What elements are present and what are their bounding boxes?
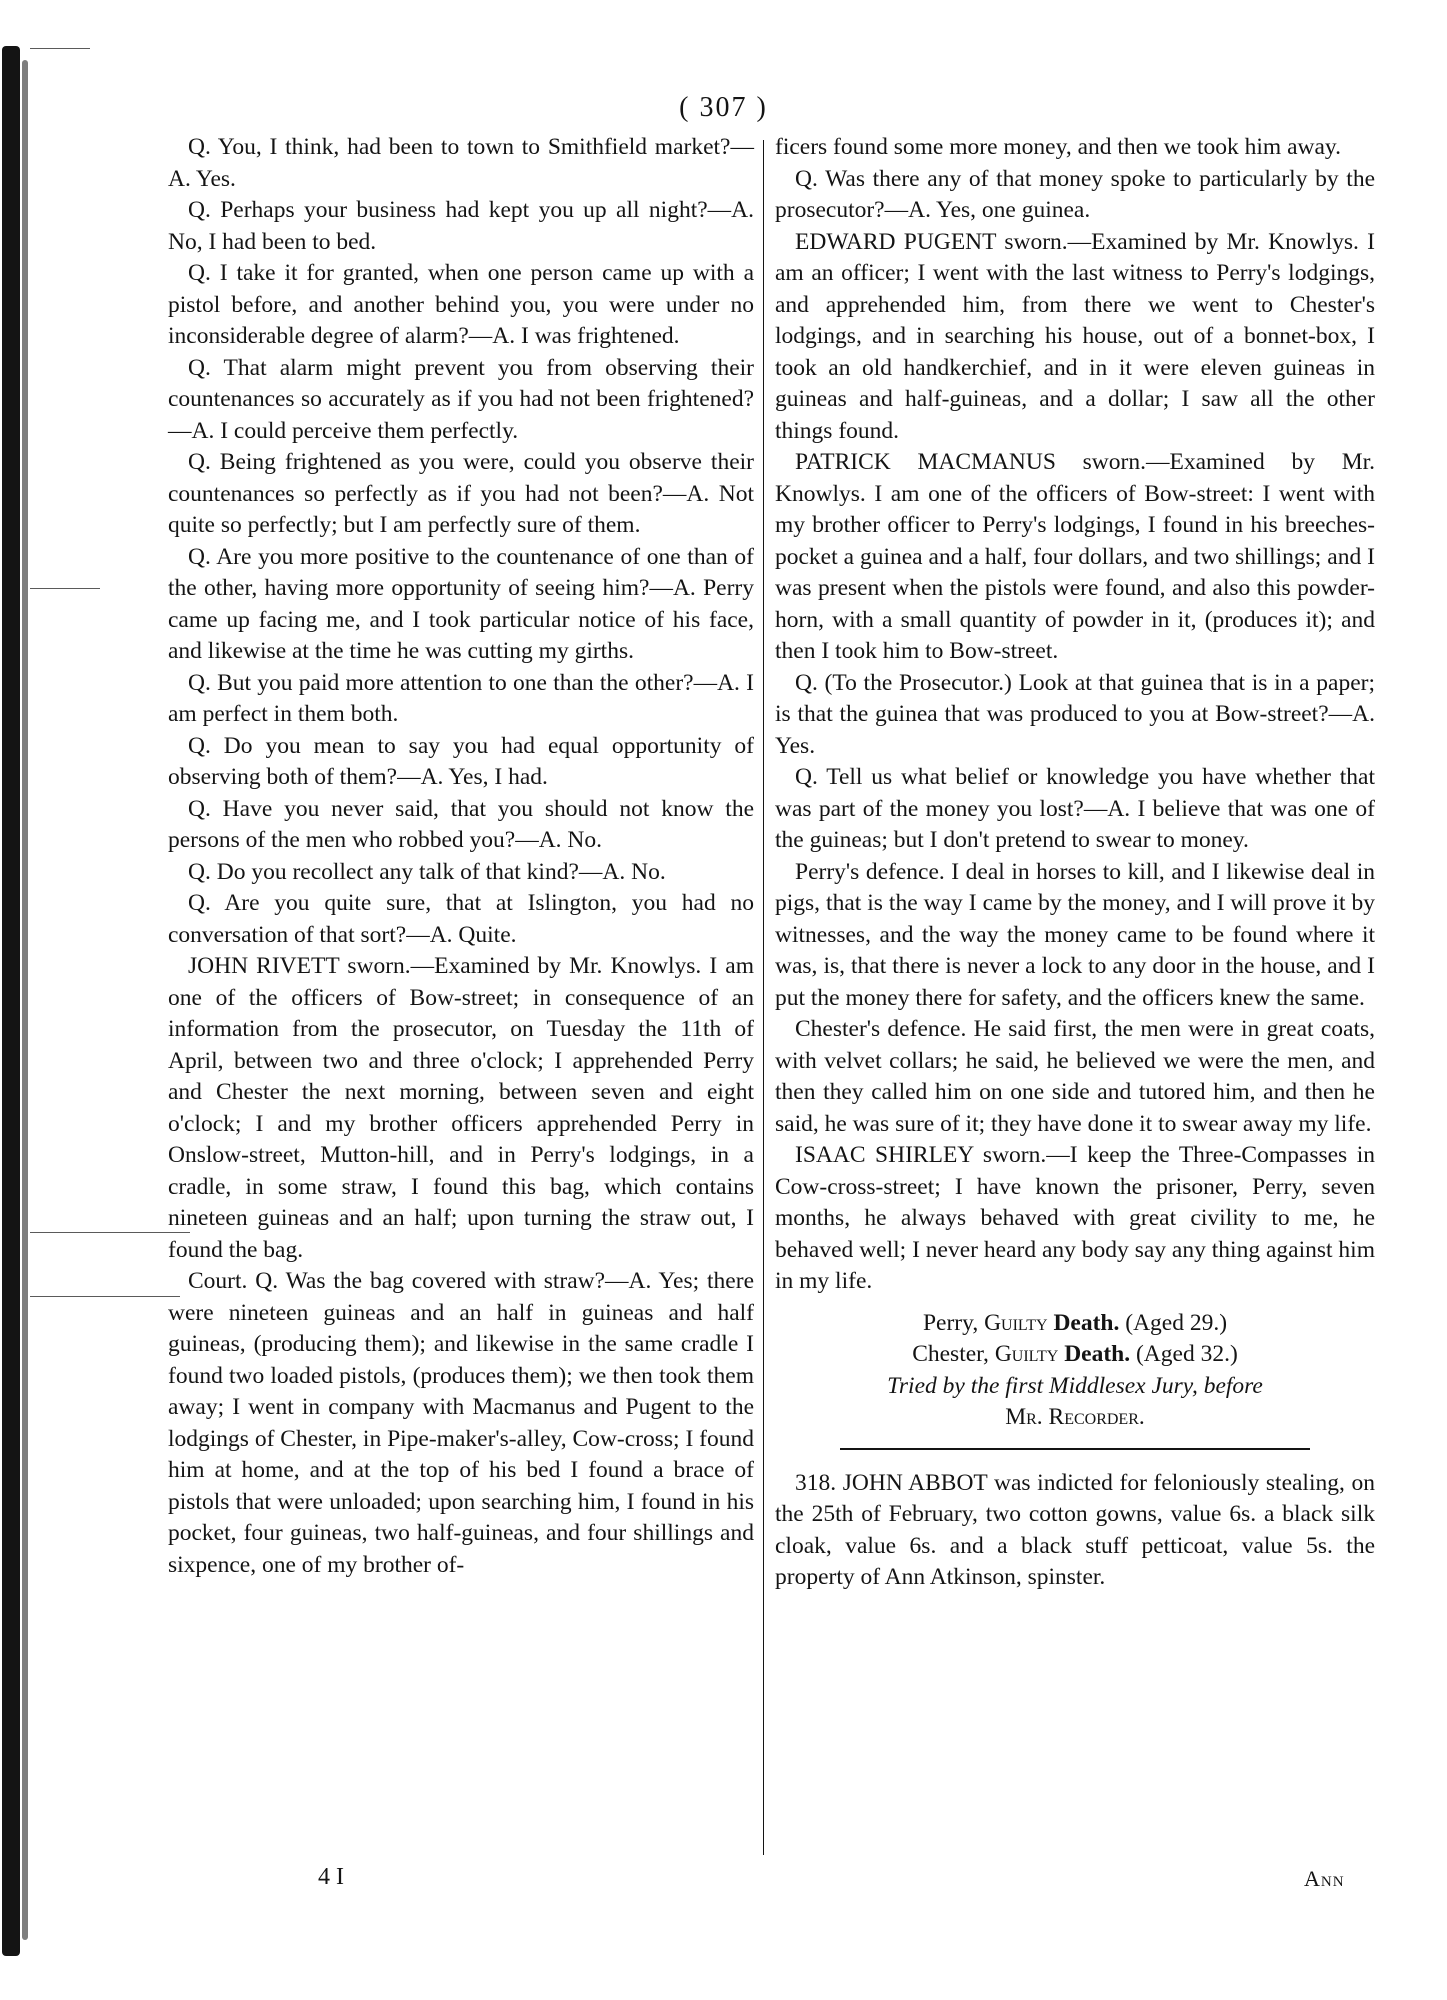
margin-rule bbox=[30, 48, 90, 49]
section-rule bbox=[840, 1448, 1310, 1450]
paragraph: PATRICK MACMANUS sworn.—Examined by Mr. Knowlys. I am one of the officers of Bow-street: I went with my brother officer to Perry's lodgings, I found in his breeches-pocket a guinea and a half, four dollars, and two shillings; and I was present when the pistols were found, and also this powder-horn, with a small quantity of powder in it, (produces it); and then I took him to Bow-street. bbox=[775, 449, 1375, 664]
paragraph: Q. Perhaps your business had kept you up all night?—A. No, I had been to bed. bbox=[168, 197, 754, 255]
signature-mark: 4 I bbox=[318, 1864, 344, 1890]
paragraph: Q. Being frightened as you were, could you observe their countenances so perfectly as if you had not been?—A. Not quite so perfectly; but I am perfectly sure of them. bbox=[168, 449, 754, 538]
verdict-block bbox=[775, 1308, 1375, 1434]
right-column bbox=[775, 132, 1375, 1594]
page-number: ( 307 ) bbox=[679, 92, 768, 123]
paragraph: Chester's defence. He said first, the men were in great coats, with velvet collars; he said, he believed we were the men, and then they called him on one side and tutored him, and then he said, he was sure of it; they have done it to swear away my life. bbox=[775, 1016, 1375, 1137]
binding-shadow-inner bbox=[22, 60, 28, 1940]
margin-rule bbox=[30, 1296, 180, 1297]
verdict-line bbox=[775, 1339, 1375, 1371]
paragraph: ISAAC SHIRLEY sworn.—I keep the Three-Compasses in Cow-cross-street; I have known the prisoner, Perry, seven months, he always behaved with great civility to me, he behaved well; I never heard any body say any thing against him in my life. bbox=[775, 1142, 1375, 1294]
paragraph: Perry's defence. I deal in horses to kill, and I likewise deal in pigs, that is the way I came by the money, and I will prove it by witnesses, and the way the money came to be found where it was, is, that there is never a lock to any door in the house, and I put the money there for safety, and the officers knew the same. bbox=[775, 858, 1375, 1011]
column-divider bbox=[763, 140, 764, 1855]
catchword: Ann bbox=[1304, 1866, 1345, 1891]
paragraph: Q. But you paid more attention to one than the other?—A. I am perfect in them both. bbox=[168, 669, 754, 727]
paragraph: Q. (To the Prosecutor.) Look at that guinea that is in a paper; is that the guinea that was produced to you at Bow-street?—A. Yes. bbox=[775, 669, 1375, 759]
jury-note: Tried by the first Middlesex Jury, before bbox=[887, 1372, 1263, 1399]
paragraph: Q. Do you mean to say you had equal opportunity of observing both of them?—A. Yes, I had. bbox=[168, 732, 754, 790]
defendant-name: Chester, bbox=[912, 1341, 989, 1367]
verdict-label: Guilty bbox=[994, 1341, 1059, 1367]
binding-shadow bbox=[2, 46, 20, 1956]
margin-rule bbox=[30, 588, 100, 589]
paragraph: Q. You, I think, had been to town to Smithfield market?—A. Yes. bbox=[168, 134, 754, 192]
paragraph: Q. Was there any of that money spoke to particularly by the prosecutor?—A. Yes, one guinea. bbox=[775, 165, 1375, 223]
defendant-name: Perry, bbox=[922, 1309, 979, 1336]
paragraph: Q. Are you quite sure, that at Islington, you had no conversation of that sort?—A. Quite. bbox=[168, 890, 754, 948]
paragraph: Q. Are you more positive to the countenance of one than of the other, having more opportunity of seeing him?—A. Perry came up facing me, and I took particular notice of his face, and likewise at the time he was cutting my girths. bbox=[168, 543, 754, 664]
judge-name: Mr. Recorder. bbox=[1005, 1404, 1145, 1430]
sentence-label: Death. bbox=[1053, 1309, 1120, 1336]
paragraph: ficers found some more money, and then we took him away. bbox=[775, 134, 1342, 160]
case-paragraph: 318. JOHN ABBOT was indicted for feloniously stealing, on the 25th of February, two cotton gowns, value 6s. a black silk cloak, value 6s. and a black stuff petticoat, value 5s. the property of Ann Atkinson, spinster. bbox=[775, 1469, 1375, 1590]
paragraph: EDWARD PUGENT sworn.—Examined by Mr. Knowlys. I am an officer; I went with the last witness to Perry's lodgings, and apprehended him, from there we went to Chester's lodgings, and in searching his house, out of a bonnet-box, I took an old handkerchief, and in it were eleven guineas in guineas and half-guineas, and a dollar; I saw all the other things found. bbox=[775, 228, 1375, 444]
sentence-label: Death. bbox=[1064, 1341, 1131, 1367]
paragraph: Q. That alarm might prevent you from observing their countenances so accurately as if you had not been frightened?—A. I could perceive them perfectly. bbox=[168, 354, 754, 444]
paragraph: Q. Do you recollect any talk of that kind?—A. No. bbox=[188, 858, 666, 885]
verdict-label: Guilty bbox=[984, 1309, 1048, 1336]
paragraph: Q. I take it for granted, when one person came up with a pistol before, and another behind you, you were under no inconsiderable degree of alarm?—A. I was frightened. bbox=[168, 260, 754, 349]
paragraph: Court. Q. Was the bag covered with straw?—A. Yes; there were nineteen guineas and an half in guineas and half guineas, (producing them); and likewise in the same cradle I found two loaded pistols, (produces them); we then took them away; I went in company with Macmanus and Pugent to the lodgings of Chester, in Pipe-maker's-alley, Cow-cross; I found him at home, and at the top of his bed I found a brace of pistols that were unloaded; upon searching him, I found in his pocket, four guineas, two half-guineas, and four shillings and sixpence, one of my brother of- bbox=[168, 1268, 754, 1578]
defendant-age: (Aged 29.) bbox=[1125, 1309, 1228, 1336]
defendant-age: (Aged 32.) bbox=[1135, 1341, 1238, 1367]
paragraph: Q. Tell us what belief or knowledge you have whether that was part of the money you lost?—A. I believe that was one of the guineas; but I don't pretend to swear to money. bbox=[775, 764, 1375, 853]
verdict-line bbox=[775, 1308, 1375, 1340]
left-column bbox=[168, 132, 754, 1581]
margin-rule bbox=[30, 1232, 190, 1233]
paragraph: JOHN RIVETT sworn.—Examined by Mr. Knowlys. I am one of the officers of Bow-street; in consequence of an information from the prosecutor, on Tuesday the 11th of April, between two and three o'clock; I apprehended Perry and Chester the next morning, between seven and eight o'clock; I and my brother officers apprehended Perry in Onslow-street, Mutton-hill, and in Perry's lodgings, in a cradle, in some straw, I found this bag, which contains nineteen guineas and an half; upon turning the straw out, I found the bag. bbox=[168, 953, 754, 1263]
paragraph: Q. Have you never said, that you should not know the persons of the men who robbed you?—A. No. bbox=[168, 795, 754, 853]
